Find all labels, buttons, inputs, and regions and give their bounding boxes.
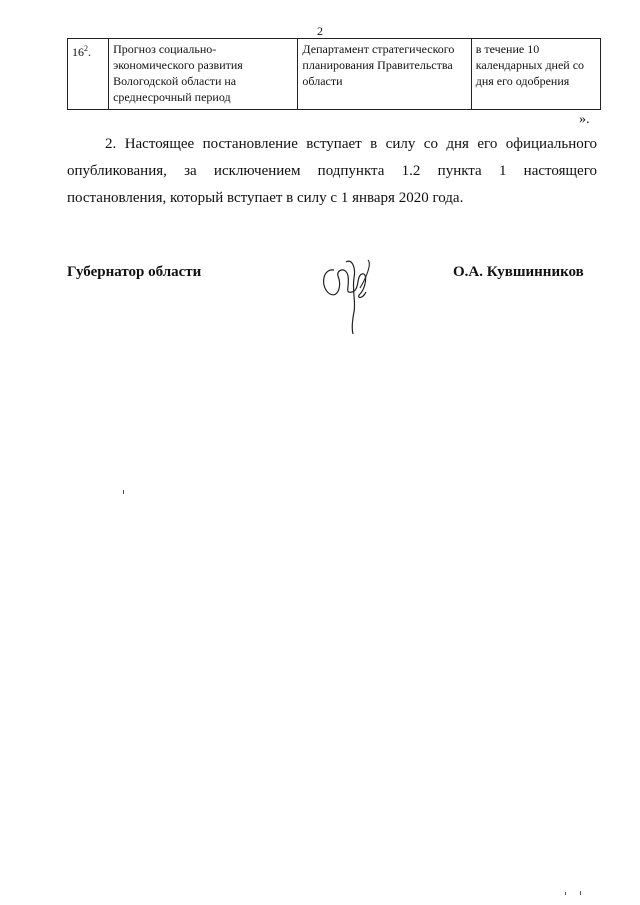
- closing-quote: ».: [579, 112, 590, 127]
- term-cell: в течение 10 календарных дней со дня его одобрения: [471, 39, 600, 110]
- signatory-name: О.А. Кувшинников: [453, 264, 584, 280]
- signatory-title: Губернатор области: [67, 264, 202, 280]
- page-number: 2: [317, 24, 323, 38]
- row-number-superscript: 2: [84, 44, 88, 53]
- document-table: [67, 38, 601, 110]
- row-number-suffix: .: [88, 45, 91, 59]
- handwritten-signature: [316, 248, 386, 338]
- body-paragraph: 2. Настоящее постановление вступает в силу со дня его официального опубликования, за исключением подпункта 1.2 пункта 1 настоящего постановления, который вступает в силу с 1 января 2020 года.: [67, 136, 597, 206]
- document-name-cell: Прогноз социально-экономического развития Вологодской области на среднесрочный период: [109, 39, 298, 110]
- scan-speck: [565, 892, 566, 895]
- row-number-cell: [68, 39, 109, 110]
- row-number: 16: [72, 45, 84, 59]
- scan-speck: [123, 490, 124, 494]
- table-row: [68, 39, 601, 110]
- scan-speck: [580, 891, 581, 895]
- department-cell: Департамент стратегического планирования Правительства области: [298, 39, 471, 110]
